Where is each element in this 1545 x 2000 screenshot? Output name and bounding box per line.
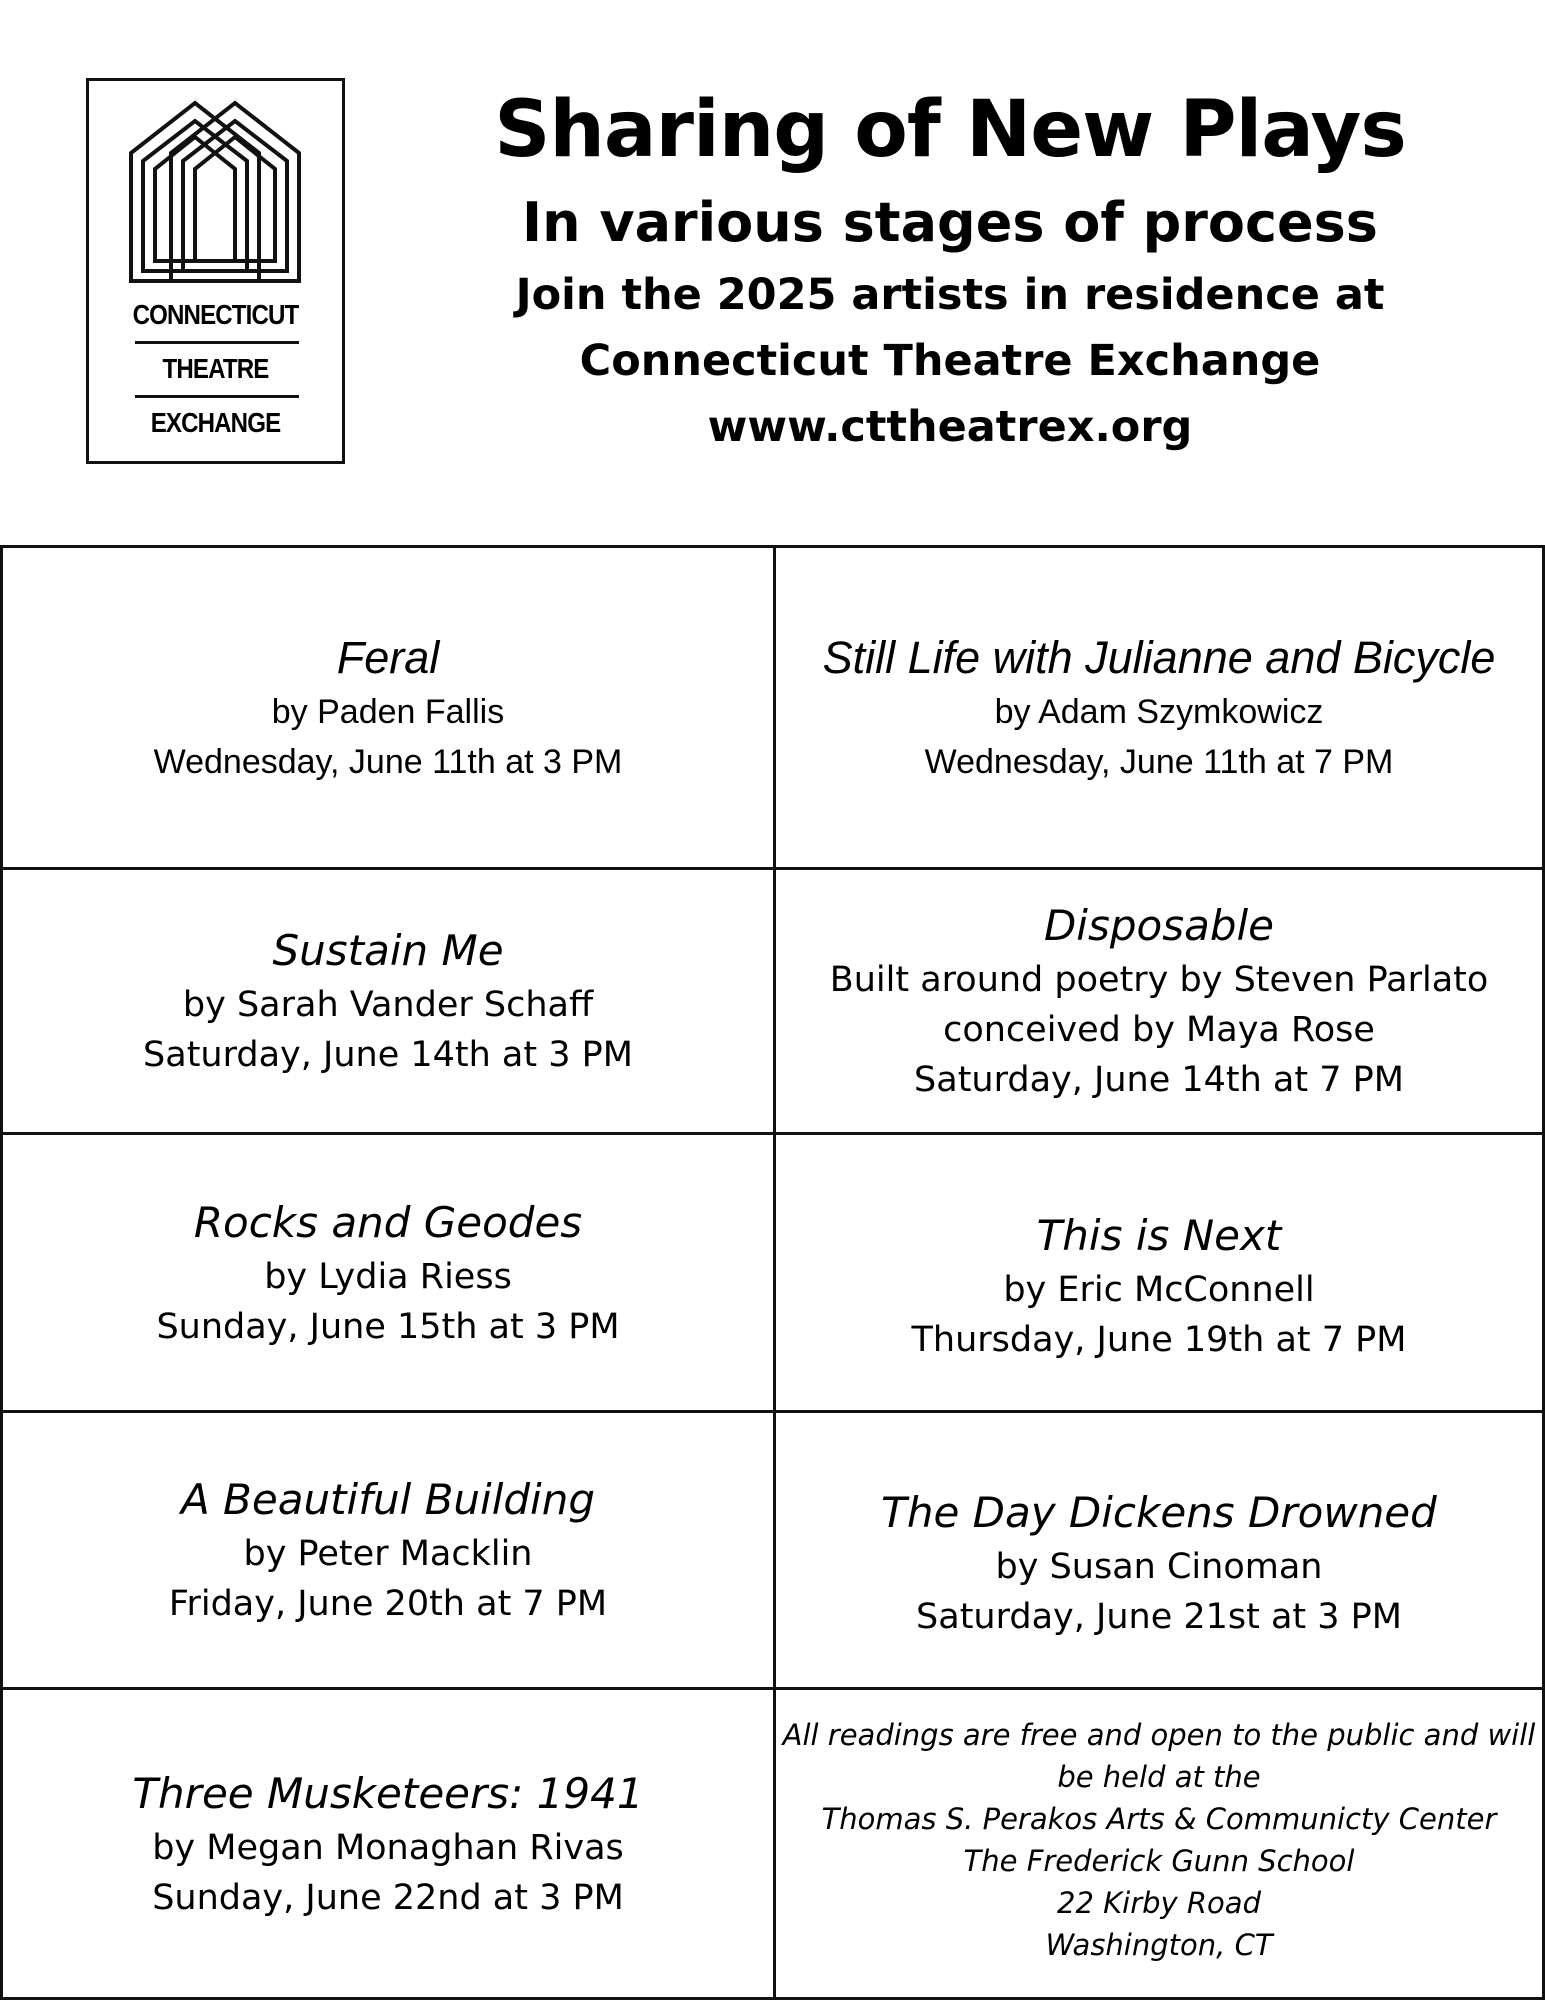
play-date: Saturday, June 21st at 3 PM [916,1597,1402,1637]
schedule-grid [0,545,1545,2000]
venue-line: All readings are free and open to the public and will [782,1718,1536,1752]
play-credit: by Susan Cinoman [995,1547,1323,1587]
venue-info [776,1690,1542,1990]
venue-name: Thomas S. Perakos Arts & Communicty Center [821,1802,1497,1836]
header-titles [440,80,1460,460]
play-credit: Built around poetry by Steven Parlato [829,960,1489,1000]
play-title: This is Next [1036,1210,1282,1260]
play-title: The Day Dickens Drowned [881,1488,1437,1537]
play-date: Friday, June 20th at 7 PM [168,1584,608,1624]
play-credit: by Peter Macklin [243,1534,533,1574]
play-cell [3,1413,773,1687]
play-cell [776,1148,1542,1423]
play-title: Three Musketeers: 1941 [132,1768,644,1818]
play-title: Rocks and Geodes [193,1197,583,1247]
join-line-2: Connecticut Theatre Exchange [579,336,1321,386]
play-title: Sustain Me [272,926,504,975]
play-date: Thursday, June 19th at 7 PM [911,1319,1407,1360]
header [0,0,1545,545]
play-credit: by Eric McConnell [1003,1269,1315,1310]
venue-school: The Frederick Gunn School [963,1844,1355,1878]
play-cell [776,1426,1542,1700]
play-credit: by Lydia Riess [264,1256,512,1297]
play-credit: by Paden Fallis [271,692,505,731]
play-credit: by Megan Monaghan Rivas [152,1827,624,1868]
play-date: Wednesday, June 11th at 7 PM [924,742,1394,781]
house-logo-icon [89,81,342,461]
play-date: Wednesday, June 11th at 3 PM [153,742,623,781]
play-title: Disposable [1043,901,1275,950]
play-cell [3,1135,773,1410]
play-title: Still Life with Julianne and Bicycle [822,631,1496,683]
logo-rule [135,341,299,344]
play-date: Saturday, June 14th at 7 PM [914,1060,1404,1100]
logo-text-exchange: EXCHANGE [150,407,281,438]
play-cell [3,870,773,1132]
venue-line: be held at the [1057,1760,1261,1794]
logo [86,78,345,464]
logo-text-connecticut: CONNECTICUT [132,299,299,330]
play-date: Saturday, June 14th at 3 PM [143,1035,633,1075]
play-cell [776,870,1542,1132]
play-date: Sunday, June 22nd at 3 PM [152,1877,624,1918]
play-cell [3,548,773,867]
website-link[interactable]: www.cttheatrex.org [707,402,1193,452]
venue-city: Washington, CT [1045,1928,1273,1962]
logo-text-theatre: THEATRE [162,353,269,384]
play-title: Feral [336,631,440,683]
play-credit: by Adam Szymkowicz [994,692,1324,731]
logo-rule [135,395,299,398]
play-credit: by Sarah Vander Schaff [182,985,594,1025]
play-date: Sunday, June 15th at 3 PM [156,1306,620,1347]
play-title: A Beautiful Building [180,1475,596,1524]
page-title: Sharing of New Plays [494,85,1406,175]
venue-street: 22 Kirby Road [1057,1886,1261,1920]
play-cell [776,548,1542,867]
play-credit-2: conceived by Maya Rose [943,1010,1375,1050]
join-line-1: Join the 2025 artists in residence at [515,270,1385,320]
play-cell [3,1690,773,1997]
page-subtitle: In various stages of process [522,191,1378,254]
